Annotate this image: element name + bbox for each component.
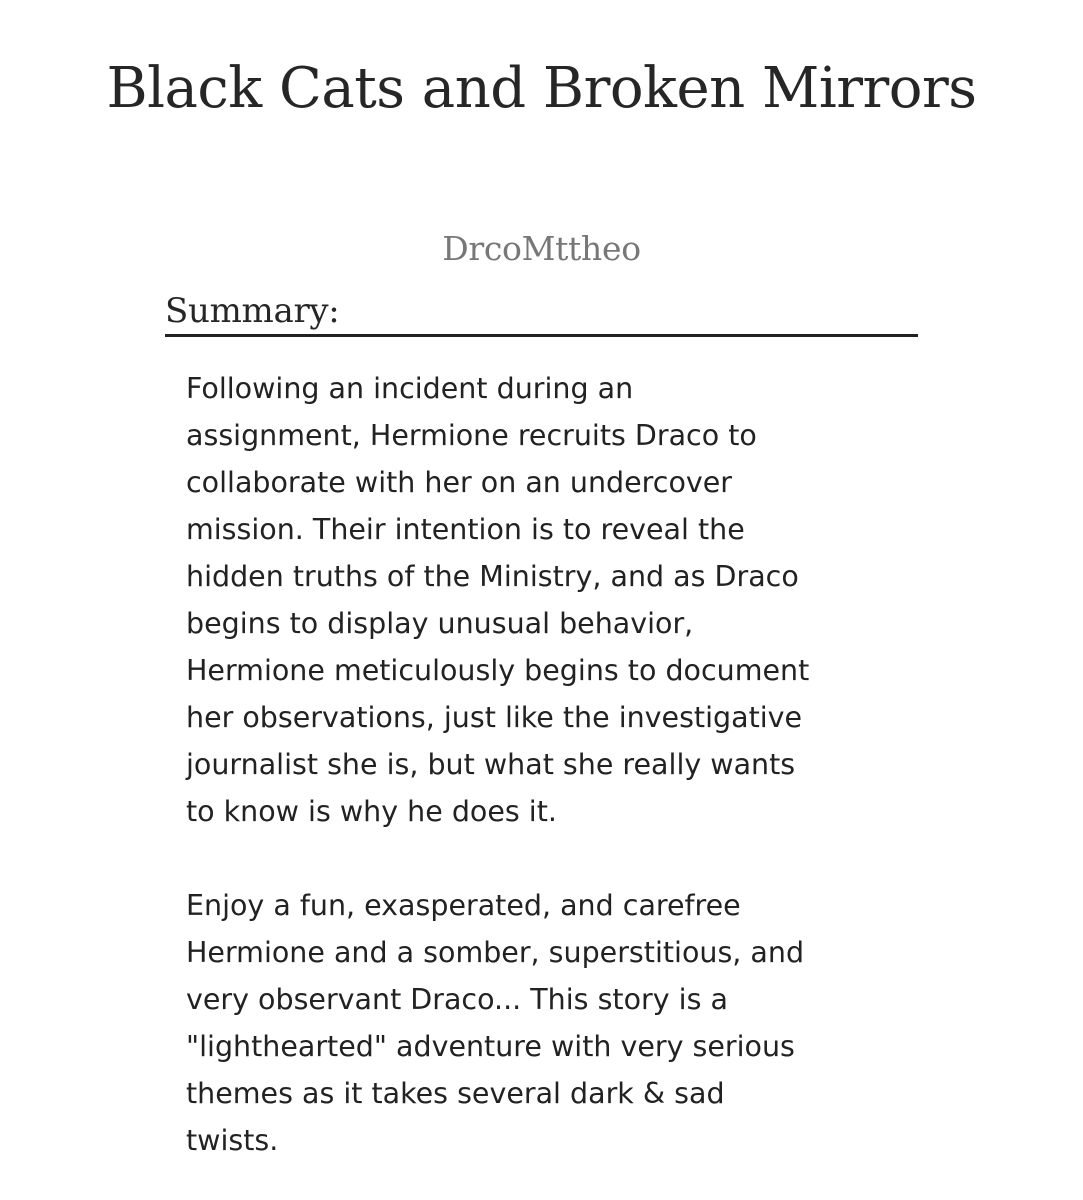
summary-line: assignment, Hermione recruits Draco to (186, 419, 757, 452)
story-title: Black Cats and Broken Mirrors (106, 56, 977, 121)
summary-line: begins to display unusual behavior, (186, 607, 694, 640)
summary-line: very observant Draco... This story is a (186, 983, 728, 1016)
author-name: DrcoMttheo (442, 229, 641, 268)
summary-line: her observations, just like the investigative (186, 701, 803, 734)
summary-paragraph-2 (186, 882, 916, 1164)
summary-line: hidden truths of the Ministry, and as Draco (186, 560, 799, 593)
summary-line: to know is why he does it. (186, 795, 557, 828)
summary-line: collaborate with her on an undercover (186, 466, 732, 499)
summary-line: twists. (186, 1124, 279, 1157)
summary-line: journalist she is, but what she really wants (186, 748, 796, 781)
summary-line: Hermione and a somber, superstitious, and (186, 936, 805, 969)
summary-line: Hermione meticulously begins to document (186, 654, 810, 687)
summary-line: themes as it takes several dark & sad (186, 1077, 725, 1110)
summary-line: "lighthearted" adventure with very serious (186, 1030, 795, 1063)
summary-paragraph-1 (186, 365, 916, 835)
summary-line: Enjoy a fun, exasperated, and carefree (186, 889, 741, 922)
summary-line: Following an incident during an (186, 372, 634, 405)
summary-heading: Summary: (165, 288, 918, 337)
summary-line: mission. Their intention is to reveal the (186, 513, 745, 546)
summary-body (186, 365, 916, 1164)
